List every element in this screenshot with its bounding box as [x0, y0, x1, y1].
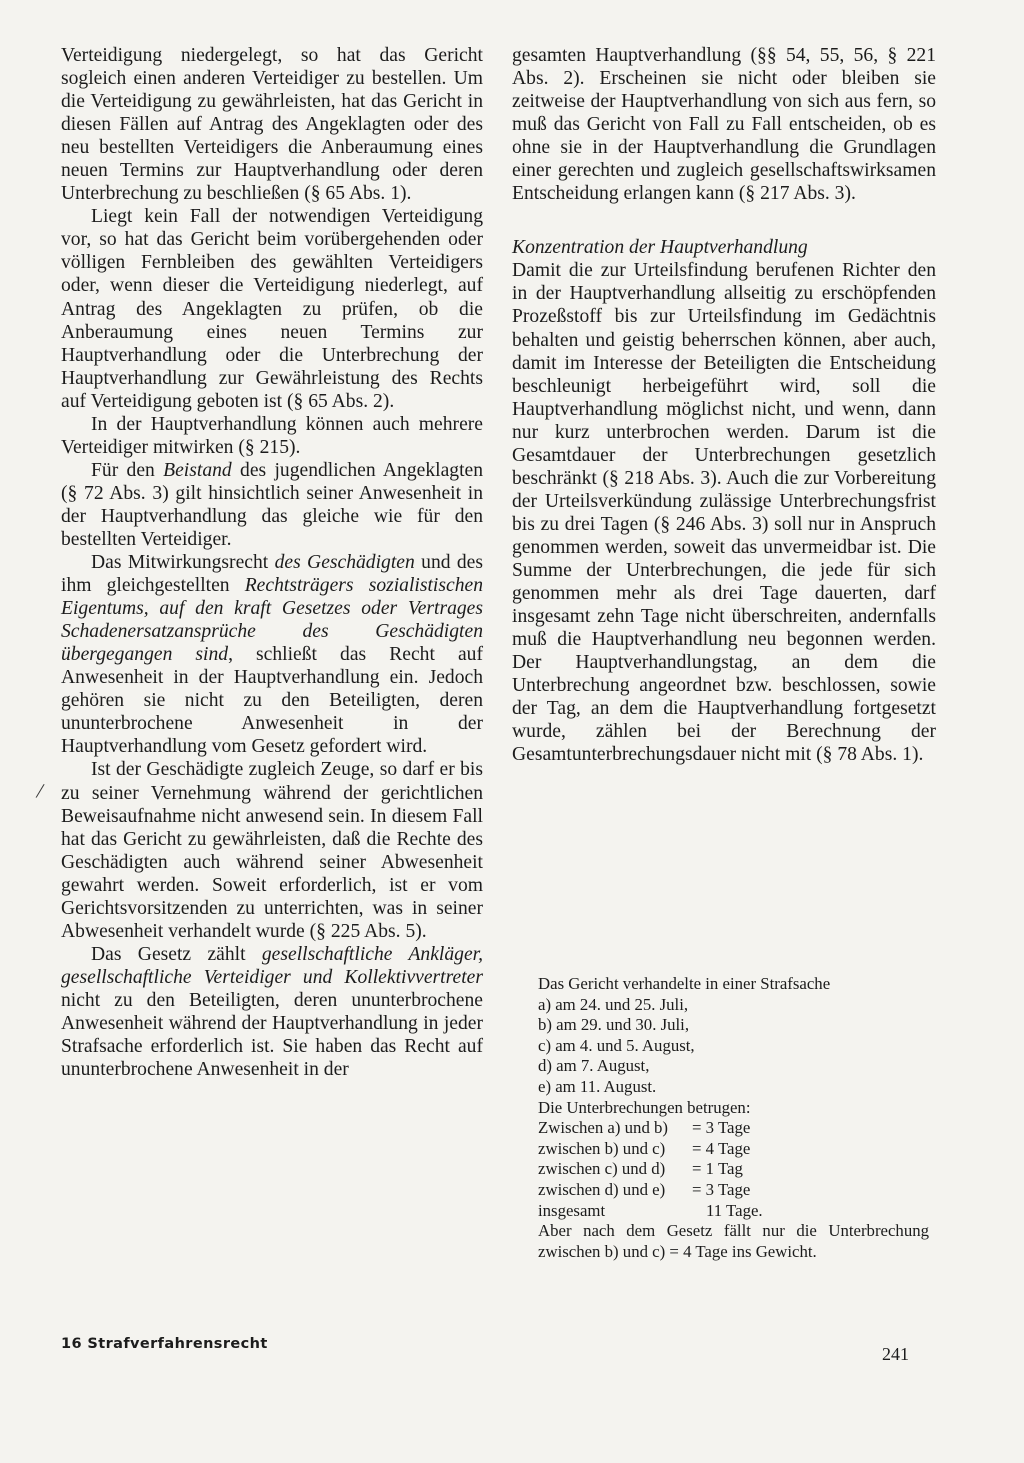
page-number: 241: [882, 1344, 909, 1364]
calc-label: zwischen b) und c): [538, 1138, 666, 1158]
calc-value: = 3 Tage: [692, 1118, 751, 1138]
example-box: [538, 974, 929, 1262]
calc-row-bc: [538, 1139, 929, 1160]
example-calc-intro: Die Unterbrechungen betrugen:: [538, 1097, 751, 1117]
left-paragraph-6: Ist der Geschädigte zugleich Zeuge, so darf er bis zu seiner Vernehmung während der gerichtlichen Beweisaufnahme nicht anwesend sein. In diesem Fall hat das Gericht zu gewährleisten, daß die Rechte des Geschädigten auch während seiner Abwesenheit gewahrt werden. Soweit erforderlich, ist er vom Gerichtsvorsitzenden zu unterrichten, was in seiner Abwesenheit verhandelt wurde (§ 225 Abs. 5).: [61, 759, 483, 942]
example-date-a: a) am 24. und 25. Juli,: [538, 994, 689, 1014]
section-heading: Konzentration der Hauptverhandlung: [512, 237, 808, 259]
example-date-b: b) am 29. und 30. Juli,: [538, 1015, 690, 1035]
example-date-d: d) am 7. August,: [538, 1056, 650, 1076]
example-date-c: c) am 4. und 5. August,: [538, 1035, 695, 1055]
left-paragraph-1: Verteidigung niedergelegt, so hat das Gericht sogleich einen anderen Verteidiger zu bestellen. Um die Verteidigung zu gewährleisten, hat das Gericht in diesen Fällen auf Antrag des Angeklagten oder des neu bestellten Verteidigers die Anberaumung eines neuen Termins zur Hauptverhandlung oder deren Unterbrechung zu beschließen (§ 65 Abs. 1).: [61, 45, 483, 205]
left-paragraph-7: Das Gesetz zählt gesellschaftliche Ankläger, gesellschaftliche Verteidiger und Kollektivvertreter nicht zu den Beteiligten, deren ununterbrochene Anwesenheit während der Hauptverhandlung in jeder Strafsache erforderlich ist. Sie haben das Recht auf ununterbrochene Anwesenheit in der: [61, 943, 483, 1081]
calc-value: = 3 Tage: [692, 1179, 751, 1199]
calc-label: zwischen c) und d): [538, 1159, 666, 1179]
right-column: [512, 44, 936, 766]
example-intro: Das Gericht verhandelte in einer Strafsache: [538, 974, 831, 993]
left-paragraph-2: Liegt kein Fall der notwendigen Verteidigung vor, so hat das Gericht beim vorübergehenden oder völligen Fernbleiben des gewählten Verteidigers oder, wenn dieser die Verteidigung niederlegt, auf Antrag des Angeklagten zu prüfen, ob die Anberaumung eines neuen Termins zur Hauptverhandlung oder die Unterbrechung der Hauptverhandlung zur Gewährleistung des Rechts auf Verteidigung geboten ist (§ 65 Abs. 2).: [61, 206, 483, 412]
example-date-e: e) am 11. August.: [538, 1076, 657, 1096]
calc-row-cd: [538, 1159, 929, 1180]
left-column: [61, 44, 483, 1081]
total-value: 11 Tage.: [706, 1200, 763, 1220]
example-conclusion: Aber nach dem Gesetz fällt nur die Unterbrechung zwischen b) und c) = 4 Tage ins Gewicht.: [538, 1221, 929, 1261]
total-label: insgesamt: [538, 1200, 606, 1220]
calc-value: = 4 Tage: [692, 1138, 751, 1158]
left-paragraph-4: Für den Beistand des jugendlichen Angeklagten (§ 72 Abs. 3) gilt hinsichtlich seiner Anwesenheit in der Hauptverhandlung das gleiche wie für den bestellten Verteidiger.: [61, 459, 484, 550]
calc-value: = 1 Tag: [692, 1159, 743, 1179]
left-paragraph-3: In der Hauptverhandlung können auch mehrere Verteidiger mitwirken (§ 215).: [61, 413, 483, 458]
right-paragraph-2: Damit die zur Urteilsfindung berufenen Richter den in der Hauptverhandlung allseitig zu erschöpfenden Prozeßstoff bis zur Urteilsfindung im Gedächtnis behalten und geistig beherrschen können, aber auch, damit im Interesse der Beteiligten die Entscheidung beschleunigt herbeigeführt wird, soll die Hauptverhandlung möglichst nicht, und wenn, dann nur kurz unterbrochen werden. Darum ist die Gesamtdauer der Unterbrechungen gesetzlich beschränkt (§ 218 Abs. 3). Auch die zur Vorbereitung der Urteilsverkündung zulässige Unterbrechungsfrist bis zu drei Tagen (§ 246 Abs. 3) soll nur in Anspruch genommen werden, soweit das unvermeidbar ist. Die Summe der Unterbrechungen, die jede für sich genommen mehr als drei Tage dauerten, darf insgesamt zehn Tage nicht überschreiten, andernfalls muß die Hauptverhandlung neu begonnen werden. Der Hauptverhandlungstag, an dem die Unterbrechung angeordnet bzw. beschlossen, sowie der Tag, an dem die Hauptverhandlung fortgesetzt wurde, zählen bei der Berechnung der Gesamtunterbrechungsdauer nicht mit (§ 78 Abs. 1).: [512, 260, 936, 766]
calc-row-ab: [538, 1118, 929, 1139]
left-paragraph-5: Das Mitwirkungsrecht des Geschädigten und des ihm gleichgestellten Rechtsträgers sozialistischen Eigentums, auf den kraft Gesetzes oder Vertrages Schadenersatzansprüche des Geschädigten übergegangen sind, schließt das Recht auf Anwesenheit in der Hauptverhandlung ein. Jedoch gehören sie nicht zu den Beteiligten, deren ununterbrochene Anwesenheit in der Hauptverhandlung vom Gesetz gefordert wird.: [61, 552, 484, 758]
margin-pencil-mark: /: [34, 777, 46, 804]
calc-row-total: [538, 1201, 929, 1222]
footer-signature: 16 Strafverfahrensrecht: [61, 1336, 268, 1352]
calc-label: Zwischen a) und b): [538, 1118, 669, 1138]
right-paragraph-1: gesamten Hauptverhandlung (§§ 54, 55, 56, § 221 Abs. 2). Erscheinen sie nicht oder bleiben sie zeitweise der Hauptverhandlung von sich aus fern, so muß das Gericht von Fall zu Fall entscheiden, ob es ohne sie in der Hauptverhandlung die Grundlagen einer gerechten und zugleich gesellschaftswirksamen Entscheidung erlangen kann (§ 217 Abs. 3).: [512, 45, 936, 205]
calc-row-de: [538, 1180, 929, 1201]
calc-label: zwischen d) und e): [538, 1179, 666, 1199]
